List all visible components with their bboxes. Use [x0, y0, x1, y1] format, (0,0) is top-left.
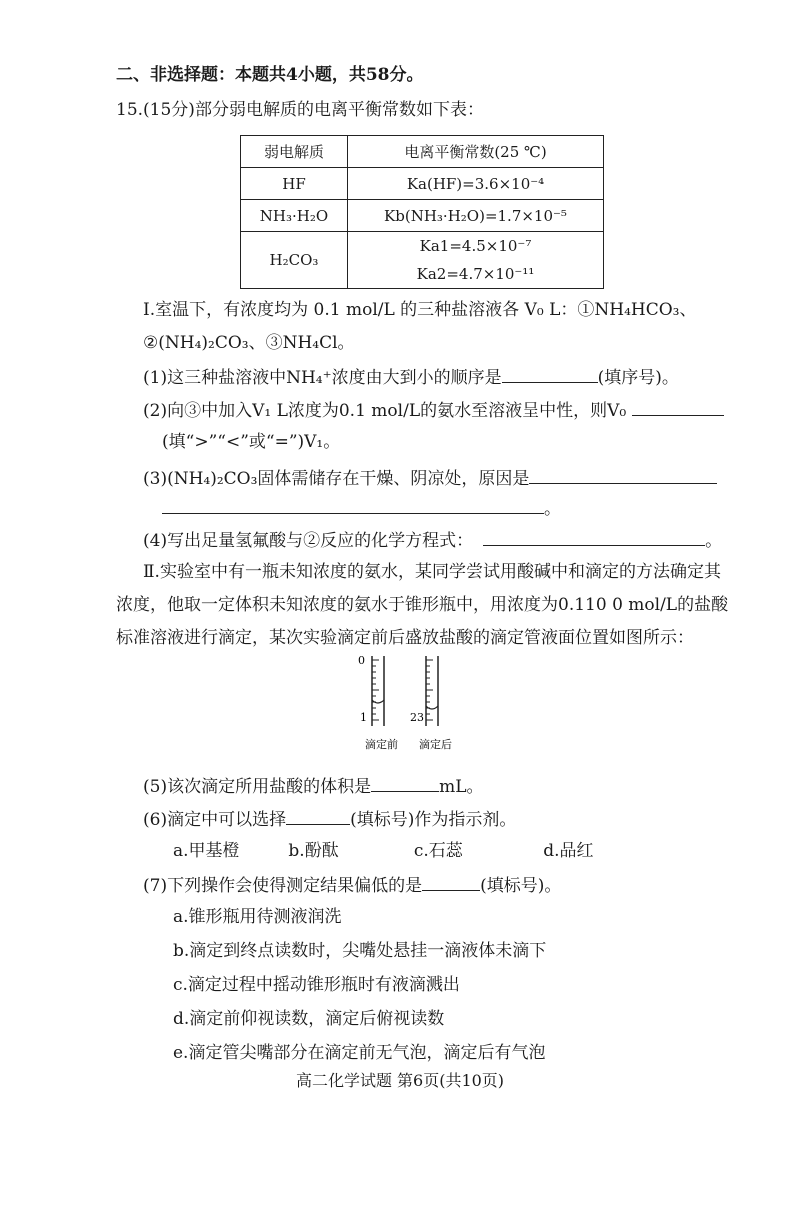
- answer-blank-2[interactable]: [632, 397, 724, 416]
- table-cell-substance: NH₃·H₂O: [241, 200, 348, 232]
- sub-question-5: [143, 773, 484, 799]
- answer-blank-3b[interactable]: [162, 495, 544, 514]
- burette-before-bottom-mark: 1: [360, 711, 367, 724]
- table-row: [241, 232, 604, 289]
- answer-blank-4[interactable]: [483, 527, 705, 546]
- sub-question-2-text: (2)向③中加入V₁ L浓度为0.1 mol/L的氨水至溶液呈中性，则V₀: [143, 401, 627, 421]
- burette-before-ticks: [372, 660, 379, 720]
- sub-question-3-line2: [162, 495, 561, 521]
- sub-question-4-text: (4)写出足量氢氟酸与②反应的化学方程式：: [143, 531, 474, 551]
- sub-question-7: [143, 872, 561, 898]
- part2-text-line3: 标准溶液进行滴定，某次实验滴定前后盛放盐酸的滴定管液面位置如图所示：: [116, 628, 694, 648]
- list-item: d.滴定前仰视读数，滴定后俯视读数: [173, 1009, 445, 1029]
- list-item: b.滴定到终点读数时，尖嘴处悬挂一滴液体未滴下: [173, 941, 547, 961]
- part2-text-line2: 浓度，他取一定体积未知浓度的氨水于锥形瓶中，用浓度为0.110 0 mol/L的盐酸: [116, 595, 729, 615]
- option-item: c.石蕊: [413, 841, 463, 861]
- question-intro-text: 部分弱电解质的电离平衡常数如下表：: [194, 100, 484, 120]
- burette-after-bottom-mark: 23: [410, 711, 424, 724]
- sub-question-5-text: (5)该次滴定所用盐酸的体积是: [143, 777, 372, 797]
- option-item: b.酚酞: [288, 841, 339, 861]
- burette-before: [358, 654, 398, 751]
- table-cell-substance: H₂CO₃: [241, 232, 348, 289]
- list-item: c.滴定过程中摇动锥形瓶时有液滴溅出: [173, 975, 460, 995]
- burette-after-meniscus: [426, 706, 438, 709]
- sub-question-2: [143, 397, 724, 423]
- burette-before-top-mark: 0: [358, 654, 365, 667]
- part1-text-line1: Ⅰ.室温下，有浓度均为 0.1 mol/L 的三种盐溶液各 V₀ L：①NH₄HCO₃、: [143, 300, 697, 320]
- answer-blank-6[interactable]: [286, 806, 350, 825]
- table-row: [241, 200, 604, 232]
- burette-before-meniscus: [372, 700, 384, 703]
- sub-question-1-text: (1)这三种盐溶液中NH₄⁺浓度由大到小的顺序是: [143, 368, 502, 388]
- part2-text-line1: Ⅱ.实验室中有一瓶未知浓度的氨水，某同学尝试用酸碱中和滴定的方法确定其: [143, 562, 721, 582]
- table-cell-constant: Ka(HF)=3.6×10⁻⁴: [348, 168, 604, 200]
- option-item: d.品红: [543, 841, 594, 861]
- burette-before-label: 滴定前: [365, 738, 398, 751]
- section-heading: 二、非选择题：本题共4小题，共58分。: [116, 65, 424, 85]
- answer-blank-7[interactable]: [422, 872, 480, 891]
- sub-question-4: [143, 527, 722, 553]
- sub-question-3: [143, 465, 717, 491]
- sub-question-5-tail: mL。: [439, 777, 484, 797]
- sub-question-6-tail: (填标号)作为指示剂。: [350, 810, 517, 830]
- answer-blank-3a[interactable]: [529, 465, 717, 484]
- option-item: a.甲基橙: [173, 841, 240, 861]
- table-row: [241, 168, 604, 200]
- table-cell-constant-ka1: Ka1=4.5×10⁻⁷: [419, 237, 532, 255]
- table-header-constant: 电离平衡常数(25 ℃): [348, 136, 604, 168]
- table-cell-substance: HF: [241, 168, 348, 200]
- table-cell-constant-ka2: Ka2=4.7×10⁻¹¹: [416, 265, 535, 283]
- table-header-substance: 弱电解质: [241, 136, 348, 168]
- sub-question-6: [143, 806, 516, 832]
- table-cell-constant: [348, 232, 604, 289]
- sub-question-1: [143, 364, 679, 390]
- table-cell-constant: Kb(NH₃·H₂O)=1.7×10⁻⁵: [348, 200, 604, 232]
- sub-question-7-text: (7)下列操作会使得测定结果偏低的是: [143, 876, 423, 896]
- sub-question-2-line2: (填“>”“<”或“=”)V₁。: [162, 432, 341, 452]
- page-footer: 高二化学试题 第6页(共10页): [295, 1071, 505, 1090]
- list-item: e.滴定管尖嘴部分在滴定前无气泡，滴定后有气泡: [173, 1043, 546, 1063]
- sub-question-6-options: [173, 839, 594, 863]
- burette-after: [410, 656, 452, 751]
- sub-question-1-tail: (填序号)。: [597, 368, 679, 388]
- sub-question-3-text: (3)(NH₄)₂CO₃固体需储存在干燥、阴凉处，原因是: [143, 469, 530, 489]
- part1-text-line2: ②(NH₄)₂CO₃、③NH₄Cl。: [143, 333, 355, 353]
- answer-blank-5[interactable]: [371, 773, 439, 792]
- sub-question-4-tail: 。: [705, 531, 723, 551]
- ionization-constant-table: [240, 135, 604, 289]
- burette-after-label: 滴定后: [419, 738, 452, 751]
- question-15-intro: [116, 98, 484, 122]
- sub-question-6-text: (6)滴定中可以选择: [143, 810, 287, 830]
- question-number: 15.: [116, 100, 144, 120]
- list-item: a.锥形瓶用待测液润洗: [173, 907, 342, 927]
- sub-question-3-tail: 。: [544, 499, 561, 519]
- sub-question-7-tail: (填标号)。: [480, 876, 562, 896]
- answer-blank-1[interactable]: [502, 364, 598, 383]
- question-points: (15分): [143, 100, 195, 120]
- burette-figure: [354, 650, 474, 760]
- burette-after-ticks: [426, 660, 433, 720]
